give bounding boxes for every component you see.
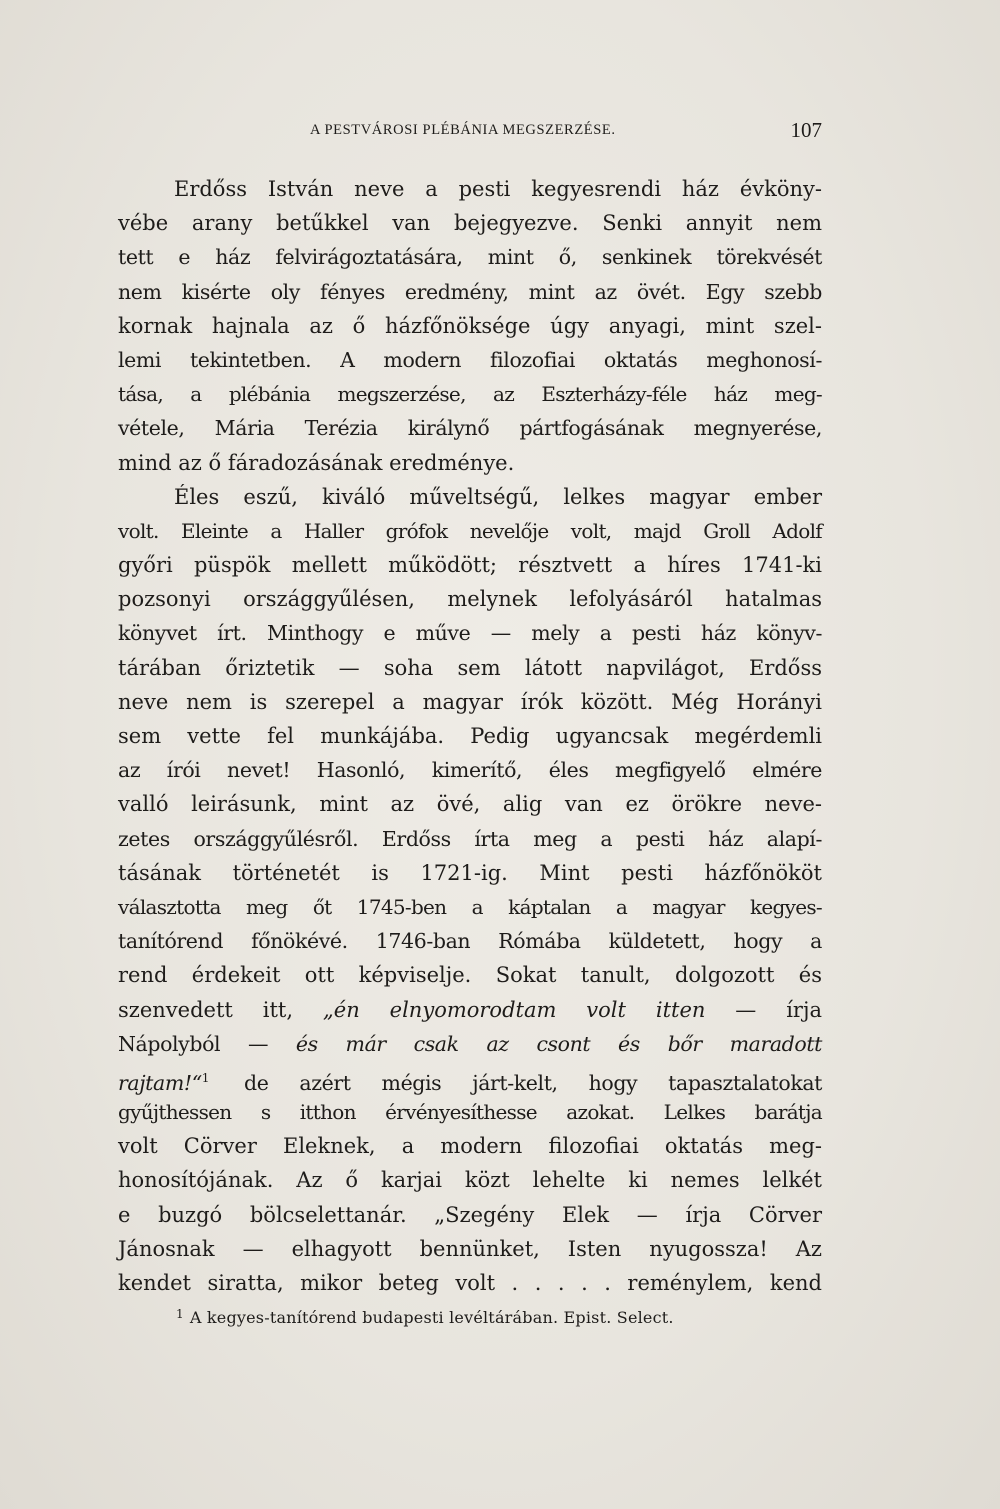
text-line quote-line <box>118 1027 822 1061</box>
text-line: gyűjthessen s itthon érvényesíthesse azokat. Lelkes barátja <box>118 1100 822 1125</box>
footnote-text: A kegyes-tanítórend budapesti levéltárában. Epist. Select. <box>189 1308 674 1327</box>
text-line: honosítójának. Az ő karjai közt lehelte ki nemes lelkét <box>118 1168 822 1193</box>
text-line: kornak hajnala az ő házfőnöksége úgy anyagi, mint szel- <box>118 313 822 338</box>
running-head <box>118 120 822 140</box>
text-line: tása, a plébánia megszerzése, az Eszterházy-féle ház meg- <box>118 382 822 407</box>
text-line: tásának történetét is 1721-ig. Mint pesti házfőnököt <box>118 860 822 885</box>
text-line: lemi tekintetben. A modern filozofiai oktatás meghonosí- <box>118 347 822 372</box>
text-line quote-line <box>118 993 822 1027</box>
text-line: győri püspök mellett működött; résztvett a híres 1741-ki <box>118 553 822 578</box>
text-line: nem kisérte oly fényes eredmény, mint az övét. Egy szebb <box>118 279 822 304</box>
text-line: tett e ház felvirágoztatására, mint ő, senkinek törekvését <box>118 245 822 270</box>
running-title: A PESTVÁROSI PLÉBÁNIA MEGSZERZÉSE. <box>310 122 616 138</box>
quote-italic: és már csak az csont és bőr maradott <box>268 1031 823 1056</box>
page-number: 107 <box>790 118 822 142</box>
text-line: tanítórend főnökévé. 1746-ban Rómába küldetett, hogy a <box>118 929 822 954</box>
text-fragment: szenvedett itt, <box>118 997 294 1022</box>
footnote-reference: 1 <box>201 1070 210 1085</box>
text-line quote-line <box>118 1061 822 1095</box>
text-fragment: — írja <box>705 997 822 1022</box>
text-line: az írói nevet! Hasonló, kimerítő, éles megfigyelő elmére <box>118 758 822 783</box>
text-line: volt. Eleinte a Haller grófok nevelője volt, majd Groll Adolf <box>118 518 822 543</box>
footnote-mark: 1 <box>176 1307 184 1321</box>
text-line: zetes országgyűlésről. Erdőss írta meg a pesti ház alapí- <box>118 826 822 851</box>
text-line: választotta meg őt 1745-ben a káptalan a magyar kegyes- <box>118 894 822 919</box>
text-line: Erdőss István neve a pesti kegyesrendi ház évköny- <box>174 177 822 201</box>
text-line: Jánosnak — elhagyott bennünket, Isten nyugossza! Az <box>118 1236 822 1261</box>
text-line: sem vette fel munkájába. Pedig ugyancsak megérdemli <box>118 724 822 748</box>
text-line: könyvet írt. Minthogy e műve — mely a pesti ház könyv- <box>118 621 822 646</box>
footnote <box>176 1307 674 1327</box>
text-line: kendet siratta, mikor beteg volt . . . . . reménylem, kend <box>118 1271 822 1295</box>
text-line: neve nem is szerepel a magyar írók között. Még Horányi <box>118 689 822 714</box>
text-line: vétele, Mária Terézia királynő pártfogásának megnyerése, <box>118 416 822 441</box>
text-line: rend érdekeit ott képviselje. Sokat tanult, dolgozott és <box>118 963 822 988</box>
text-line: pozsonyi országgyűlésen, melynek lefolyásáról hatalmas <box>118 587 822 612</box>
text-line: volt Cörver Eleknek, a modern filozofiai oktatás meg- <box>118 1134 822 1159</box>
text-line: mind az ő fáradozásának eredménye. <box>118 450 515 475</box>
text-fragment: Nápolyból — <box>118 1031 269 1056</box>
text-line: tárában őriztetik — soha sem látott napvilágot, Erdőss <box>118 655 822 680</box>
text-line: vébe arany betűkkel van bejegyezve. Senki annyit nem <box>118 211 822 236</box>
text-line: valló leirásunk, mint az övé, alig van ez örökre neve- <box>118 792 822 817</box>
body-text <box>118 172 822 1300</box>
quote-italic: „én elnyomorodtam volt itten <box>322 997 706 1022</box>
quote-italic: rajtam!“ <box>118 1070 202 1095</box>
text-line: Éles eszű, kiváló műveltségű, lelkes magyar ember <box>174 484 822 509</box>
text-line: e buzgó bölcselettanár. „Szegény Elek — írja Cörver <box>118 1202 822 1227</box>
text-fragment: de azért mégis járt-kelt, hogy tapasztalatokat <box>244 1070 822 1095</box>
